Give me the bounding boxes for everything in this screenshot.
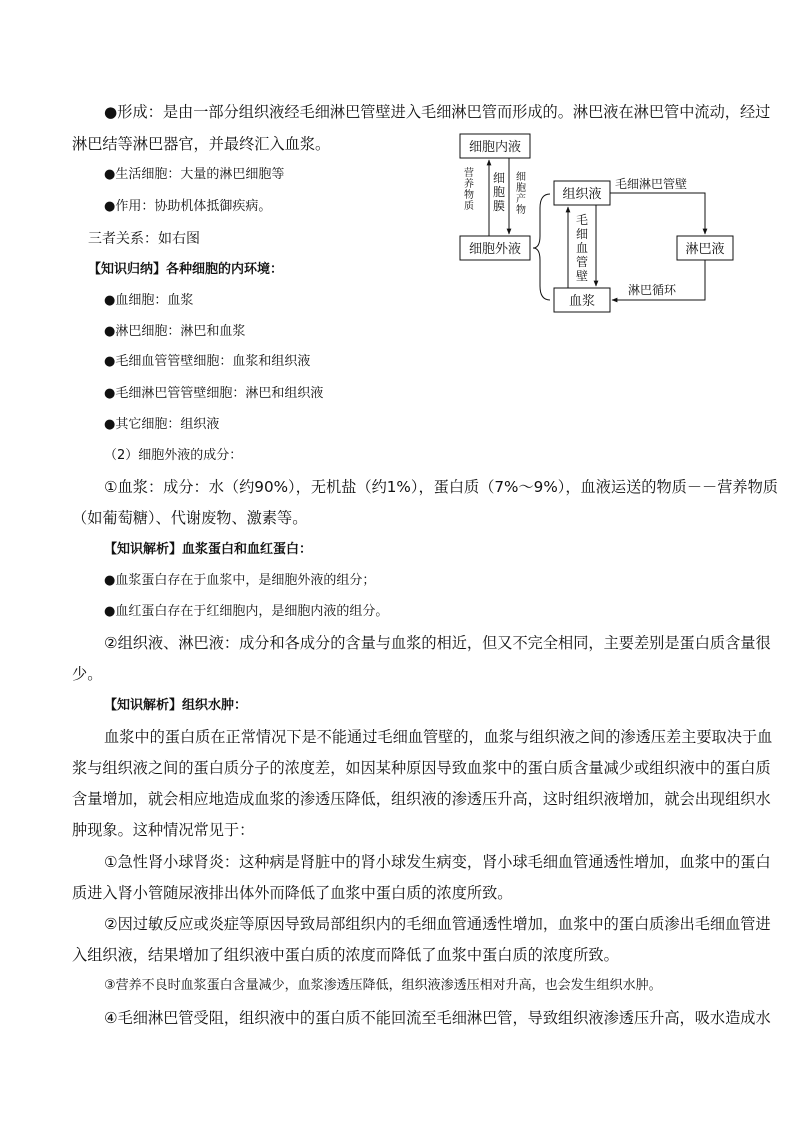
section-heading: 【知识解析】组织水肿： [104, 698, 248, 713]
text-line: 含量增加，就会相应地造成血浆的渗透压降低，组织液的渗透压升高，这时组织液增加，就会出现组织水 [72, 790, 771, 808]
tissue-to-lymph-arrow [610, 193, 705, 234]
text-line: ①急性肾小球肾炎：这种病是肾脏中的肾小球发生病变，肾小球毛细血管通透性增加，血浆中的蛋白 [104, 853, 771, 871]
products-vertical-label: 细胞产物 [516, 172, 526, 216]
text-line: ③营养不良时血浆蛋白含量减少，血浆渗透压降低，组织液渗透压相对升高，也会发生组织水肿。 [104, 978, 662, 993]
text-line: ●血红蛋白存在于红细胞内，是细胞内液的组分。 [104, 604, 389, 619]
text-line: ●形成：是由一部分组织液经毛细淋巴管壁进入毛细淋巴管而形成的。淋巴液在淋巴管中流动，经过 [104, 103, 771, 121]
text-line: （如葡萄糖）、代谢废物、激素等。 [72, 509, 308, 527]
text-line: 浆与组织液之间的蛋白质分子的浓度差，如因某种原因导致血浆中的蛋白质含量减少或组织液中的蛋白质 [72, 759, 771, 777]
text-line: ●淋巴细胞：淋巴和血浆 [104, 324, 246, 339]
lymph-capillary-wall-label: 毛细淋巴管壁 [615, 177, 688, 191]
nutrients-vertical-label: 营养物质 [464, 168, 474, 212]
membrane-vertical-label: 细胞膜 [492, 171, 506, 213]
tissue-fluid-label: 组织液 [562, 187, 602, 202]
text-line: 肿现象。这种情况常见于： [72, 821, 255, 839]
text-line: ●毛细血管管壁细胞：血浆和组织液 [104, 354, 311, 369]
text-line: ●其它细胞：组织液 [104, 417, 220, 432]
text-line: ●毛细淋巴管管壁细胞：淋巴和组织液 [104, 386, 324, 401]
section-heading: 【知识解析】血浆蛋白和血红蛋白： [104, 542, 313, 557]
text-line: （2）细胞外液的成分： [104, 448, 243, 463]
text-line: 质进入肾小管随尿液排出体外而降低了血浆中蛋白质的浓度所致。 [72, 884, 513, 902]
text-line: ●作用：协助机体抵御疾病。 [104, 199, 272, 214]
text-line: 血浆中的蛋白质在正常情况下是不能通过毛细血管壁的，血浆与组织液之间的渗透压差主要取决于血 [104, 728, 773, 746]
text-line: ④毛细淋巴管受阻，组织液中的蛋白质不能回流至毛细淋巴管，导致组织液渗透压升高，吸水造成水 [104, 1009, 771, 1027]
plasma-label: 血浆 [568, 294, 596, 309]
capillary-wall-vertical-label: 毛细血管壁 [575, 213, 589, 283]
text-line: 淋巴结等淋巴器官，并最终汇入血浆。 [72, 135, 331, 153]
text-line: ②因过敏反应或炎症等原因导致局部组织内的毛细血管通透性增加，血浆中的蛋白质渗出毛细血管进 [104, 915, 771, 933]
text-line: ②组织液、淋巴液：成分和各成分的含量与血浆的相近，但又不完全相同，主要差别是蛋白质含量很 [104, 634, 771, 652]
intracellular-label: 细胞内液 [468, 140, 522, 155]
lymph-label: 淋巴液 [685, 242, 725, 257]
text-line: ●生活细胞：大量的淋巴细胞等 [104, 167, 285, 182]
text-line: ●血细胞：血浆 [104, 293, 194, 308]
extracellular-label: 细胞外液 [468, 242, 522, 257]
lymph-circulation-label: 淋巴循环 [628, 283, 677, 297]
text-line: 入组织液，结果增加了组织液中蛋白质的浓度而降低了血浆中蛋白质的浓度所致。 [72, 946, 619, 964]
text-line: ①血浆：成分：水（约90%），无机盐（约1%），蛋白质（7%～9%），血液运送的物质－－营养物质 [104, 478, 778, 496]
brace [533, 194, 550, 300]
text-line: ●血浆蛋白存在于血浆中，是细胞外液的组分； [104, 573, 376, 588]
text-line: 三者关系：如右图 [88, 231, 200, 247]
section-heading: 【知识归纳】各种细胞的内环境： [88, 262, 284, 277]
text-line: 少。 [72, 665, 103, 683]
body-fluid-relationship-diagram [455, 128, 747, 318]
